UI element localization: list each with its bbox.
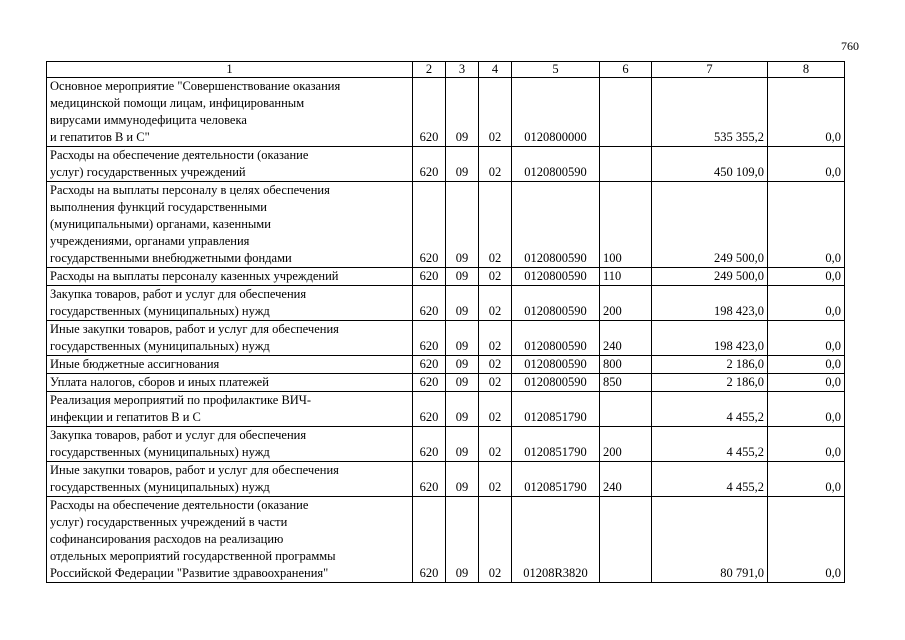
subsection-code: 02	[479, 268, 512, 286]
col8-value: 0,0	[768, 497, 845, 583]
target-code: 0120800590	[512, 286, 600, 321]
subsection-code: 02	[479, 392, 512, 427]
expense-type-code: 200	[600, 427, 652, 462]
table-row	[47, 374, 845, 392]
amount-value: 4 455,2	[652, 462, 768, 497]
subsection-code: 02	[479, 286, 512, 321]
target-code: 0120800590	[512, 374, 600, 392]
row-name: Иные бюджетные ассигнования	[47, 356, 413, 374]
table-row	[47, 321, 845, 356]
ministry-code: 620	[413, 427, 446, 462]
section-code: 09	[446, 356, 479, 374]
target-code: 0120800590	[512, 268, 600, 286]
header-cell: 3	[446, 62, 479, 78]
table-row	[47, 497, 845, 583]
col8-value: 0,0	[768, 182, 845, 268]
row-name: Закупка товаров, работ и услуг для обеспечения государственных (муниципальных) нужд	[47, 286, 413, 321]
budget-table	[46, 61, 845, 583]
subsection-code: 02	[479, 497, 512, 583]
row-name: Закупка товаров, работ и услуг для обеспечения государственных (муниципальных) нужд	[47, 427, 413, 462]
section-code: 09	[446, 78, 479, 147]
row-name: Расходы на обеспечение деятельности (оказание услуг) государственных учреждений	[47, 147, 413, 182]
expense-type-code: 240	[600, 321, 652, 356]
ministry-code: 620	[413, 286, 446, 321]
subsection-code: 02	[479, 427, 512, 462]
target-code: 0120851790	[512, 462, 600, 497]
target-code: 0120851790	[512, 427, 600, 462]
table-row	[47, 462, 845, 497]
expense-type-code: 850	[600, 374, 652, 392]
table-row	[47, 392, 845, 427]
target-code: 0120851790	[512, 392, 600, 427]
subsection-code: 02	[479, 182, 512, 268]
section-code: 09	[446, 392, 479, 427]
expense-type-code	[600, 147, 652, 182]
amount-value: 198 423,0	[652, 286, 768, 321]
col8-value: 0,0	[768, 78, 845, 147]
row-name: Расходы на выплаты персоналу в целях обеспечения выполнения функций государственными (муниципальными) органами, казенными учреждениями, органами управления государственными внебюджетными фондами	[47, 182, 413, 268]
amount-value: 249 500,0	[652, 268, 768, 286]
target-code: 0120800590	[512, 356, 600, 374]
subsection-code: 02	[479, 78, 512, 147]
section-code: 09	[446, 286, 479, 321]
row-name: Расходы на обеспечение деятельности (оказание услуг) государственных учреждений в части софинансирования расходов на реализацию отдельных мероприятий государственной программы Российской Федерации "Развитие здравоохранения"	[47, 497, 413, 583]
header-cell: 5	[512, 62, 600, 78]
header-cell: 8	[768, 62, 845, 78]
table-row	[47, 268, 845, 286]
section-code: 09	[446, 147, 479, 182]
target-code: 01208R3820	[512, 497, 600, 583]
col8-value: 0,0	[768, 321, 845, 356]
section-code: 09	[446, 462, 479, 497]
ministry-code: 620	[413, 356, 446, 374]
header-cell: 7	[652, 62, 768, 78]
ministry-code: 620	[413, 321, 446, 356]
col8-value: 0,0	[768, 356, 845, 374]
section-code: 09	[446, 497, 479, 583]
section-code: 09	[446, 374, 479, 392]
ministry-code: 620	[413, 268, 446, 286]
amount-value: 450 109,0	[652, 147, 768, 182]
amount-value: 535 355,2	[652, 78, 768, 147]
amount-value: 2 186,0	[652, 374, 768, 392]
amount-value: 4 455,2	[652, 392, 768, 427]
row-name: Иные закупки товаров, работ и услуг для обеспечения государственных (муниципальных) нужд	[47, 462, 413, 497]
expense-type-code: 100	[600, 182, 652, 268]
ministry-code: 620	[413, 392, 446, 427]
table-row	[47, 286, 845, 321]
expense-type-code: 240	[600, 462, 652, 497]
amount-value: 4 455,2	[652, 427, 768, 462]
header-cell: 2	[413, 62, 446, 78]
ministry-code: 620	[413, 147, 446, 182]
table-row	[47, 427, 845, 462]
row-name: Иные закупки товаров, работ и услуг для обеспечения государственных (муниципальных) нужд	[47, 321, 413, 356]
header-cell: 1	[47, 62, 413, 78]
row-name: Реализация мероприятий по профилактике ВИЧ- инфекции и гепатитов В и С	[47, 392, 413, 427]
ministry-code: 620	[413, 374, 446, 392]
ministry-code: 620	[413, 497, 446, 583]
subsection-code: 02	[479, 374, 512, 392]
col8-value: 0,0	[768, 462, 845, 497]
ministry-code: 620	[413, 462, 446, 497]
page-number: 760	[841, 39, 859, 53]
expense-type-code	[600, 497, 652, 583]
row-name: Расходы на выплаты персоналу казенных учреждений	[47, 268, 413, 286]
expense-type-code: 110	[600, 268, 652, 286]
subsection-code: 02	[479, 147, 512, 182]
ministry-code: 620	[413, 182, 446, 268]
col8-value: 0,0	[768, 374, 845, 392]
col8-value: 0,0	[768, 392, 845, 427]
section-code: 09	[446, 321, 479, 356]
ministry-code: 620	[413, 78, 446, 147]
row-name: Основное мероприятие "Совершенствование оказания медицинской помощи лицам, инфицированным вирусами иммунодефицита человека и гепатитов В и С"	[47, 78, 413, 147]
subsection-code: 02	[479, 356, 512, 374]
col8-value: 0,0	[768, 427, 845, 462]
amount-value: 249 500,0	[652, 182, 768, 268]
target-code: 0120800590	[512, 321, 600, 356]
target-code: 0120800000	[512, 78, 600, 147]
section-code: 09	[446, 182, 479, 268]
section-code: 09	[446, 268, 479, 286]
amount-value: 80 791,0	[652, 497, 768, 583]
expense-type-code	[600, 78, 652, 147]
subsection-code: 02	[479, 321, 512, 356]
target-code: 0120800590	[512, 182, 600, 268]
subsection-code: 02	[479, 462, 512, 497]
expense-type-code	[600, 392, 652, 427]
header-cell: 4	[479, 62, 512, 78]
target-code: 0120800590	[512, 147, 600, 182]
amount-value: 198 423,0	[652, 321, 768, 356]
expense-type-code: 200	[600, 286, 652, 321]
expense-type-code: 800	[600, 356, 652, 374]
header-row	[47, 62, 845, 78]
table-row	[47, 78, 845, 147]
table-row	[47, 356, 845, 374]
col8-value: 0,0	[768, 268, 845, 286]
row-name: Уплата налогов, сборов и иных платежей	[47, 374, 413, 392]
table-row	[47, 182, 845, 268]
section-code: 09	[446, 427, 479, 462]
col8-value: 0,0	[768, 286, 845, 321]
header-cell: 6	[600, 62, 652, 78]
amount-value: 2 186,0	[652, 356, 768, 374]
col8-value: 0,0	[768, 147, 845, 182]
table-row	[47, 147, 845, 182]
